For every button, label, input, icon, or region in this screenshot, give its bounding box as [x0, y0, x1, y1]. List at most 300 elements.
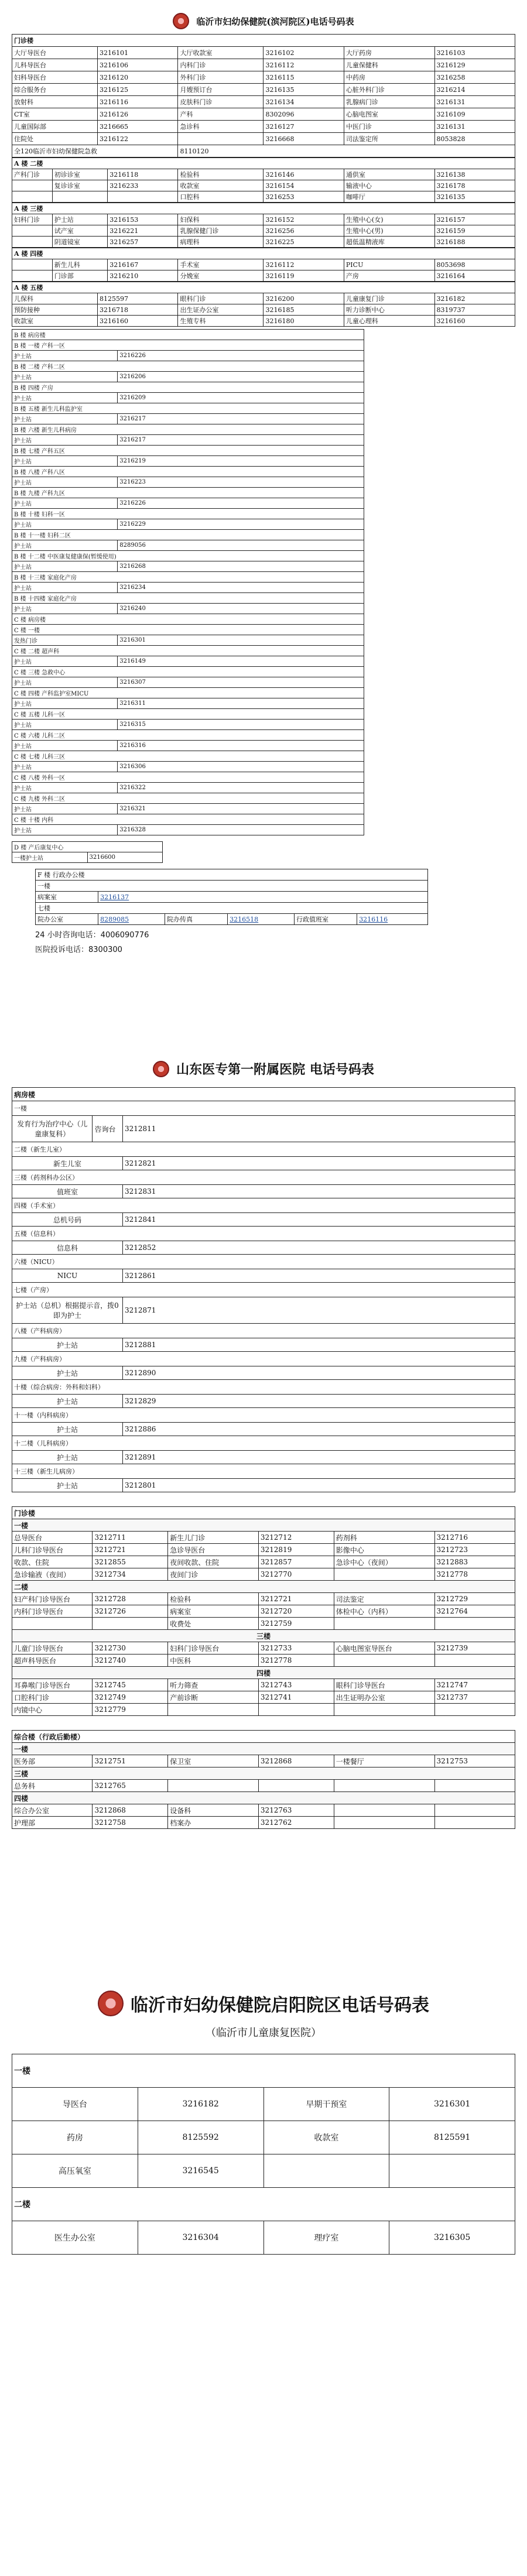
phone-cell: 3216120: [98, 71, 178, 84]
floor-a3-label: A 楼 三楼: [12, 203, 515, 214]
phone-cell: 3216200: [264, 293, 344, 304]
phone-cell: 3216229: [118, 519, 364, 530]
phone-cell: 3216328: [118, 825, 364, 835]
dept-cell: [168, 1704, 259, 1716]
phone-cell: 新生儿科: [52, 259, 107, 270]
ward-dept-row: [12, 1451, 515, 1464]
hotline-value: 8110120: [178, 145, 515, 157]
dept-cell: 护士站: [12, 741, 118, 751]
dept-cell: 产科门诊: [12, 169, 53, 180]
dept-cell: 皮肤科门诊: [178, 96, 264, 108]
ward-dept-row: [12, 1157, 515, 1170]
table-row: [12, 1618, 515, 1630]
dept-cell: 儿科门诊导医台: [12, 1544, 93, 1556]
phone-cell: 3216206: [118, 372, 364, 382]
phone-cell: 3216131: [434, 96, 515, 108]
ward-dept-row: [12, 1185, 515, 1198]
phone-cell: 3216209: [118, 393, 364, 403]
phone-cell: 3212733: [258, 1642, 334, 1654]
f-row7-label-1: 院办传真: [165, 914, 228, 925]
s2-outp-floor2-rows: [12, 1593, 515, 1630]
table-row: [12, 635, 364, 646]
ward-phone: 3212891: [122, 1451, 515, 1464]
phone-cell: 8125592: [138, 2121, 264, 2154]
ward-floor-row: [12, 1255, 515, 1269]
phone-cell: 3216306: [118, 762, 364, 772]
phone-cell: 3212770: [258, 1568, 334, 1581]
phone-cell: 超低温精液库: [344, 237, 434, 248]
dept-cell: 护士站: [12, 414, 118, 424]
table-row: [12, 304, 515, 316]
phone-cell: 3212730: [93, 1642, 168, 1654]
phone-cell: 3216116: [98, 96, 178, 108]
dept-cell: 高压氧室: [12, 2154, 138, 2188]
dept-cell: 司法鉴定: [334, 1593, 434, 1605]
floor-a5-rows: [12, 293, 515, 327]
table-row: [12, 762, 364, 772]
ward-floor-label: 六楼（NICU）: [12, 1255, 515, 1269]
dept-cell: 3216119: [264, 270, 344, 282]
dept-cell: 心脏外科门诊: [344, 84, 434, 96]
f-floor7: 七楼: [36, 903, 428, 914]
table-row: [12, 2154, 515, 2188]
dept-cell: 总导医台: [12, 1532, 93, 1544]
s2-outp-floor1: 一楼: [12, 1519, 515, 1532]
s2-admin-floor1-rows: [12, 1755, 515, 1767]
ward-floor-label: 七楼（产房）: [12, 1283, 515, 1297]
floor-a5-label: A 楼 五楼: [12, 282, 515, 293]
floor-a2-label: A 楼 二楼: [12, 158, 515, 169]
table-row: [12, 403, 364, 414]
phone-cell: 3216112: [264, 59, 344, 71]
phone-cell: 3212855: [93, 1556, 168, 1568]
ward-dept-row: [12, 1366, 515, 1380]
ward-dept-label: 护士站: [12, 1338, 123, 1352]
ward-phone: 3212890: [122, 1366, 515, 1380]
dept-cell: 心脑电图室: [344, 108, 434, 121]
floor-a3-table: [12, 203, 515, 248]
phone-cell: 3212739: [434, 1642, 515, 1654]
dept-cell: CT室: [12, 108, 98, 121]
dept-cell: [334, 1568, 434, 1581]
phone-cell: 3216315: [118, 720, 364, 730]
outpatient-rows: [12, 47, 515, 145]
phone-cell: 3216125: [98, 84, 178, 96]
table-row: [12, 540, 364, 551]
phone-cell: 3216258: [434, 71, 515, 84]
phone-cell: 复诊诊室: [52, 180, 107, 191]
ward-phone: 3212886: [122, 1423, 515, 1436]
phone-cell: [434, 1704, 515, 1716]
f-row7-phone-0: 8289085: [98, 914, 165, 925]
dept-cell: 新生儿门诊: [168, 1532, 259, 1544]
phone-cell: 护士站: [52, 214, 107, 225]
ward-floor-label: 十二楼（儿科病房）: [12, 1436, 515, 1451]
phone-cell: 3212743: [258, 1679, 334, 1691]
phone-cell: 3216223: [118, 477, 364, 488]
table-row: [12, 804, 364, 814]
outpatient-header: 门诊楼: [12, 35, 515, 47]
dept-cell: 听力筛查: [168, 1679, 259, 1691]
dept-cell: 护士站: [12, 540, 118, 551]
ward-dept-label: 值班室: [12, 1185, 123, 1198]
table-row: [12, 71, 515, 84]
dept-cell: 总务科: [12, 1780, 93, 1792]
table-row: [12, 477, 364, 488]
qiyang-table: [12, 2054, 515, 2255]
ward-dept-row: [12, 1241, 515, 1255]
dept-cell: 内科门诊导医台: [12, 1605, 93, 1618]
dept-cell: 儿童国际部: [12, 121, 98, 133]
table-row: [12, 59, 515, 71]
table-row: [12, 340, 364, 351]
phone-cell: 3216149: [118, 656, 364, 667]
table-row: [12, 519, 364, 530]
f-row7-label-2: 行政值班室: [295, 914, 357, 925]
s2-outpatient-table: [12, 1506, 515, 1716]
floor-label: B 楼 十楼 妇科一区: [12, 509, 364, 519]
dept-cell: 护士站: [12, 456, 118, 467]
phone-cell: 生殖中心(女): [344, 214, 434, 225]
ward-phone: 3212811: [122, 1116, 515, 1142]
table-row: [12, 561, 364, 572]
phone-cell: 3216240: [118, 604, 364, 614]
phone-cell: 3212723: [434, 1544, 515, 1556]
phone-cell: PICU: [344, 259, 434, 270]
dept-cell: [168, 1780, 259, 1792]
phone-cell: 门诊部: [52, 270, 107, 282]
dept-cell: 收款室: [264, 2121, 389, 2154]
phone-cell: 3212778: [258, 1654, 334, 1667]
ward-dept-label: 护士站: [12, 1451, 123, 1464]
ward-phone: 3212831: [122, 1185, 515, 1198]
ward-dept-label: 护士站（总机）根据提示音，拨0即为护士: [12, 1297, 123, 1324]
phone-cell: 3216301: [118, 635, 364, 646]
phone-cell: 3216134: [264, 96, 344, 108]
qiyang-floor1-rows: [12, 2088, 515, 2188]
binhe-section: [0, 0, 527, 1042]
phone-cell: 3216305: [389, 2221, 515, 2255]
dept-cell: 理疗室: [264, 2221, 389, 2255]
phone-cell: 生殖中心(男): [344, 225, 434, 237]
floor-label: B 楼 十三楼 家庭化产房: [12, 572, 364, 583]
table-row: [12, 1679, 515, 1691]
table-row: [12, 1532, 515, 1544]
ward-floor-row: [12, 1464, 515, 1479]
ward-floor-row: [12, 1142, 515, 1157]
dept-cell: 影像中心: [334, 1544, 434, 1556]
dept-cell: 中医门诊: [344, 121, 434, 133]
floor-label: C 楼 七楼 儿科三区: [12, 751, 364, 762]
phone-cell: 通供室: [344, 169, 434, 180]
phone-cell: [93, 1618, 168, 1630]
ward-phone: 3212852: [122, 1241, 515, 1255]
phone-cell: 3216160: [98, 316, 178, 327]
dept-cell: 护理部: [12, 1817, 93, 1829]
dept-cell: 档案办: [168, 1817, 259, 1829]
ward-floor-label: 九楼（产科病房）: [12, 1352, 515, 1366]
dept-cell: 3216167: [108, 259, 178, 270]
floor-label: C 楼 三楼 急救中心: [12, 667, 364, 677]
ward-floor-label: 八楼（产科病房）: [12, 1324, 515, 1338]
dept-cell: 急诊导医台: [168, 1544, 259, 1556]
dept-cell: 乳腺病门诊: [344, 96, 434, 108]
floor-a5-table: [12, 282, 515, 327]
ward-phone: 3212881: [122, 1338, 515, 1352]
dept-cell: 8053698: [434, 259, 515, 270]
phone-cell: 3216126: [98, 108, 178, 121]
phone-cell: 3212868: [258, 1755, 334, 1767]
phone-cell: 3216217: [118, 435, 364, 446]
s2-outp-header: 门诊楼: [12, 1507, 515, 1519]
ward-floor-row: [12, 1408, 515, 1423]
table-row: [12, 1642, 515, 1654]
phone-cell: 8125597: [98, 293, 178, 304]
dept-cell: 护士站: [12, 351, 118, 361]
ward-dept-row: [12, 1395, 515, 1408]
phone-cell: 3216102: [264, 47, 344, 59]
ward-dept-row: [12, 1479, 515, 1492]
ward-floor-label: 三楼（药剂科办公区）: [12, 1170, 515, 1185]
qiyang-floor2: 二楼: [12, 2188, 515, 2221]
table-row: [12, 270, 515, 282]
phone-cell: 3216180: [264, 316, 344, 327]
dept-cell: 3216253: [264, 191, 344, 203]
phone-cell: 3216718: [98, 304, 178, 316]
table-row: [12, 424, 364, 435]
table-row: [12, 191, 515, 203]
dept-cell: [108, 191, 178, 203]
ward-dept-label: 护士站: [12, 1479, 123, 1492]
phone-cell: 3212726: [93, 1605, 168, 1618]
table-row: [12, 583, 364, 593]
dept-cell: 病案室: [168, 1605, 259, 1618]
floor-a2-table: [12, 157, 515, 203]
phone-cell: 3212728: [93, 1593, 168, 1605]
dept-cell: 月嫂预订台: [178, 84, 264, 96]
phone-cell: 3216226: [118, 498, 364, 509]
phone-cell: 3216304: [138, 2221, 264, 2255]
phone-cell: 分娩室: [178, 270, 264, 282]
phone-cell: 3212721: [258, 1593, 334, 1605]
table-row: [12, 825, 364, 835]
phone-cell: 8289056: [118, 540, 364, 551]
table-row: [12, 593, 364, 604]
table-row: [12, 509, 364, 519]
qiyang-section: [0, 1979, 527, 2576]
shandong-title-row: [12, 1060, 515, 1078]
floor-a2-rows: [12, 169, 515, 203]
table-row: [12, 372, 364, 382]
floor-label: B 楼 八楼 产科八区: [12, 467, 364, 477]
table-row: [12, 1691, 515, 1704]
ward-dept-row: [12, 1338, 515, 1352]
floor-label: B 楼 二楼 产科二区: [12, 361, 364, 372]
phone-cell: 3212712: [258, 1532, 334, 1544]
phone-cell: 咖啡厅: [344, 191, 434, 203]
table-row: [12, 456, 364, 467]
ward-floor-row: [12, 1436, 515, 1451]
dept-cell: 预防接种: [12, 304, 98, 316]
phone-cell: 3216316: [118, 741, 364, 751]
ward-table: [12, 1087, 515, 1492]
d-building-table: [12, 841, 163, 863]
dept-cell: 护士站: [12, 677, 118, 688]
table-row: [12, 625, 364, 635]
ward-floor-label: 五楼（信息科）: [12, 1227, 515, 1241]
phone-cell: [434, 1804, 515, 1817]
dept-cell: 儿童保健科: [344, 59, 434, 71]
dept-cell: [334, 1817, 434, 1829]
phone-cell: 3212762: [258, 1817, 334, 1829]
dept-cell: [334, 1618, 434, 1630]
dept-cell: 护士站: [12, 604, 118, 614]
phone-cell: 3216115: [264, 71, 344, 84]
floor-label: B 楼 一楼 产科一区: [12, 340, 364, 351]
phone-cell: 收款室: [178, 180, 264, 191]
s2-outp-floor4-rows: [12, 1679, 515, 1716]
dept-cell: 3216225: [264, 237, 344, 248]
qiyang-floor1: 一楼: [12, 2054, 515, 2088]
ward-dept-row: [12, 1213, 515, 1227]
hospital-logo-icon: [173, 13, 189, 29]
s2-admin-header: 综合楼（行政后勤楼）: [12, 1731, 515, 1743]
phone-cell: 3212745: [93, 1679, 168, 1691]
binhe-outpatient-table: [12, 34, 515, 157]
phone-cell: 3216226: [118, 351, 364, 361]
dept-cell: 医生办公室: [12, 2221, 138, 2255]
phone-cell: 3212765: [93, 1780, 168, 1792]
phone-cell: 妇保科: [178, 214, 264, 225]
table-row: [12, 1654, 515, 1667]
phone-cell: 产房: [344, 270, 434, 282]
phone-cell: 3216185: [264, 304, 344, 316]
table-row: [12, 551, 364, 561]
phone-cell: [52, 191, 107, 203]
table-row: [12, 1804, 515, 1817]
dept-cell: 妇科门诊: [12, 214, 53, 225]
dept-cell: 护士站: [12, 720, 118, 730]
qiyang-subtitle: （临沂市儿童康复医院）: [206, 2027, 321, 2039]
table-row: [12, 1817, 515, 1829]
table-row: [12, 1593, 515, 1605]
phone-cell: 3212779: [93, 1704, 168, 1716]
table-row: [12, 133, 515, 145]
ward-dept-label: 护士站: [12, 1366, 123, 1380]
phone-cell: [389, 2154, 515, 2188]
dept-cell: 夜间门诊: [168, 1568, 259, 1581]
ward-floor-label: 十三楼（新生儿病房）: [12, 1464, 515, 1479]
ward-rows: [12, 1101, 515, 1492]
table-row: [12, 446, 364, 456]
dept-cell: 急诊输液（夜间）: [12, 1568, 93, 1581]
phone-cell: 3212716: [434, 1532, 515, 1544]
dept-cell: 护士站: [12, 656, 118, 667]
dept-cell: 3216118: [108, 169, 178, 180]
dept-cell: [12, 270, 53, 282]
table-row: [12, 361, 364, 372]
ward-floor-row: [12, 1198, 515, 1213]
table-row: [12, 1568, 515, 1581]
floor-a4-table: [12, 248, 515, 282]
phone-cell: 8053828: [434, 133, 515, 145]
dept-cell: 内镜中心: [12, 1704, 93, 1716]
table-row: [12, 237, 515, 248]
phone-cell: 3216668: [264, 133, 344, 145]
f-row7-label-0: 院办公室: [36, 914, 98, 925]
dept-cell: 急诊中心（夜间）: [334, 1556, 434, 1568]
phone-cell: 3216131: [434, 121, 515, 133]
dept-cell: 护士站: [12, 783, 118, 793]
phone-cell: 3216322: [118, 783, 364, 793]
dept-cell: 大厅收款室: [178, 47, 264, 59]
dept-cell: 综合服务台: [12, 84, 98, 96]
dept-cell: 收款室: [12, 316, 98, 327]
table-row: [12, 1605, 515, 1618]
floor-a4-label: A 楼 四楼: [12, 248, 515, 259]
table-row: [12, 572, 364, 583]
s2-admin-floor3: 三楼: [12, 1767, 515, 1780]
floor-label: B 楼 病房楼: [12, 330, 364, 340]
table-row: [12, 814, 364, 825]
dept-cell: 3216112: [264, 259, 344, 270]
table-row: [12, 2221, 515, 2255]
floor-label: B 楼 十二楼 中医康复健康保(暂缓使用): [12, 551, 364, 561]
table-row: [12, 259, 515, 270]
qiyang-title: 临沂市妇幼保健院启阳院区电话号码表: [131, 1995, 429, 2016]
dept-cell: 一楼餐厅: [334, 1755, 434, 1767]
dept-cell: 收款、住院: [12, 1556, 93, 1568]
phone-cell: 3212749: [93, 1691, 168, 1704]
dept-cell: 大厅药房: [344, 47, 434, 59]
phone-cell: 3212759: [258, 1618, 334, 1630]
dept-cell: 产前诊断: [168, 1691, 259, 1704]
phone-cell: 3212721: [93, 1544, 168, 1556]
dept-cell: 内科门诊: [178, 59, 264, 71]
dept-cell: 早期干预室: [264, 2088, 389, 2121]
phone-cell: 3212711: [93, 1532, 168, 1544]
ward-floor-row: [12, 1352, 515, 1366]
f-row7-phone-2: 3216116: [357, 914, 428, 925]
phone-cell: 3212868: [93, 1804, 168, 1817]
ward-floor-label: 一楼: [12, 1101, 515, 1116]
phone-cell: 3216321: [118, 804, 364, 814]
hospital-logo-icon: [153, 1061, 169, 1077]
dept-cell: 护士站: [12, 561, 118, 572]
phone-cell: 3212747: [434, 1679, 515, 1691]
dept-cell: 护士站: [12, 762, 118, 772]
dept-cell: 急诊科: [178, 121, 264, 133]
floor-label: C 楼 病房楼: [12, 614, 364, 625]
dept-cell: 体检中心（内科）: [334, 1605, 434, 1618]
phone-cell: 3216217: [118, 414, 364, 424]
dept-cell: 儿童门诊导医台: [12, 1642, 93, 1654]
f-building-table: [35, 869, 428, 925]
dept-cell: 护士站: [12, 498, 118, 509]
dept-cell: [334, 1780, 434, 1792]
phone-cell: 3212737: [434, 1691, 515, 1704]
dept-cell: 眼科门诊导医台: [334, 1679, 434, 1691]
dept-cell: [334, 1704, 434, 1716]
dept-cell: [12, 237, 53, 248]
phone-cell: 3216182: [138, 2088, 264, 2121]
dept-cell: 综合办公室: [12, 1804, 93, 1817]
dept-cell: 护士站: [12, 698, 118, 709]
ward-dept-label: 护士站: [12, 1423, 123, 1436]
dept-cell: 出生证办公室: [178, 304, 264, 316]
phone-cell: 手术室: [178, 259, 264, 270]
dept-cell: 3216178: [434, 180, 515, 191]
